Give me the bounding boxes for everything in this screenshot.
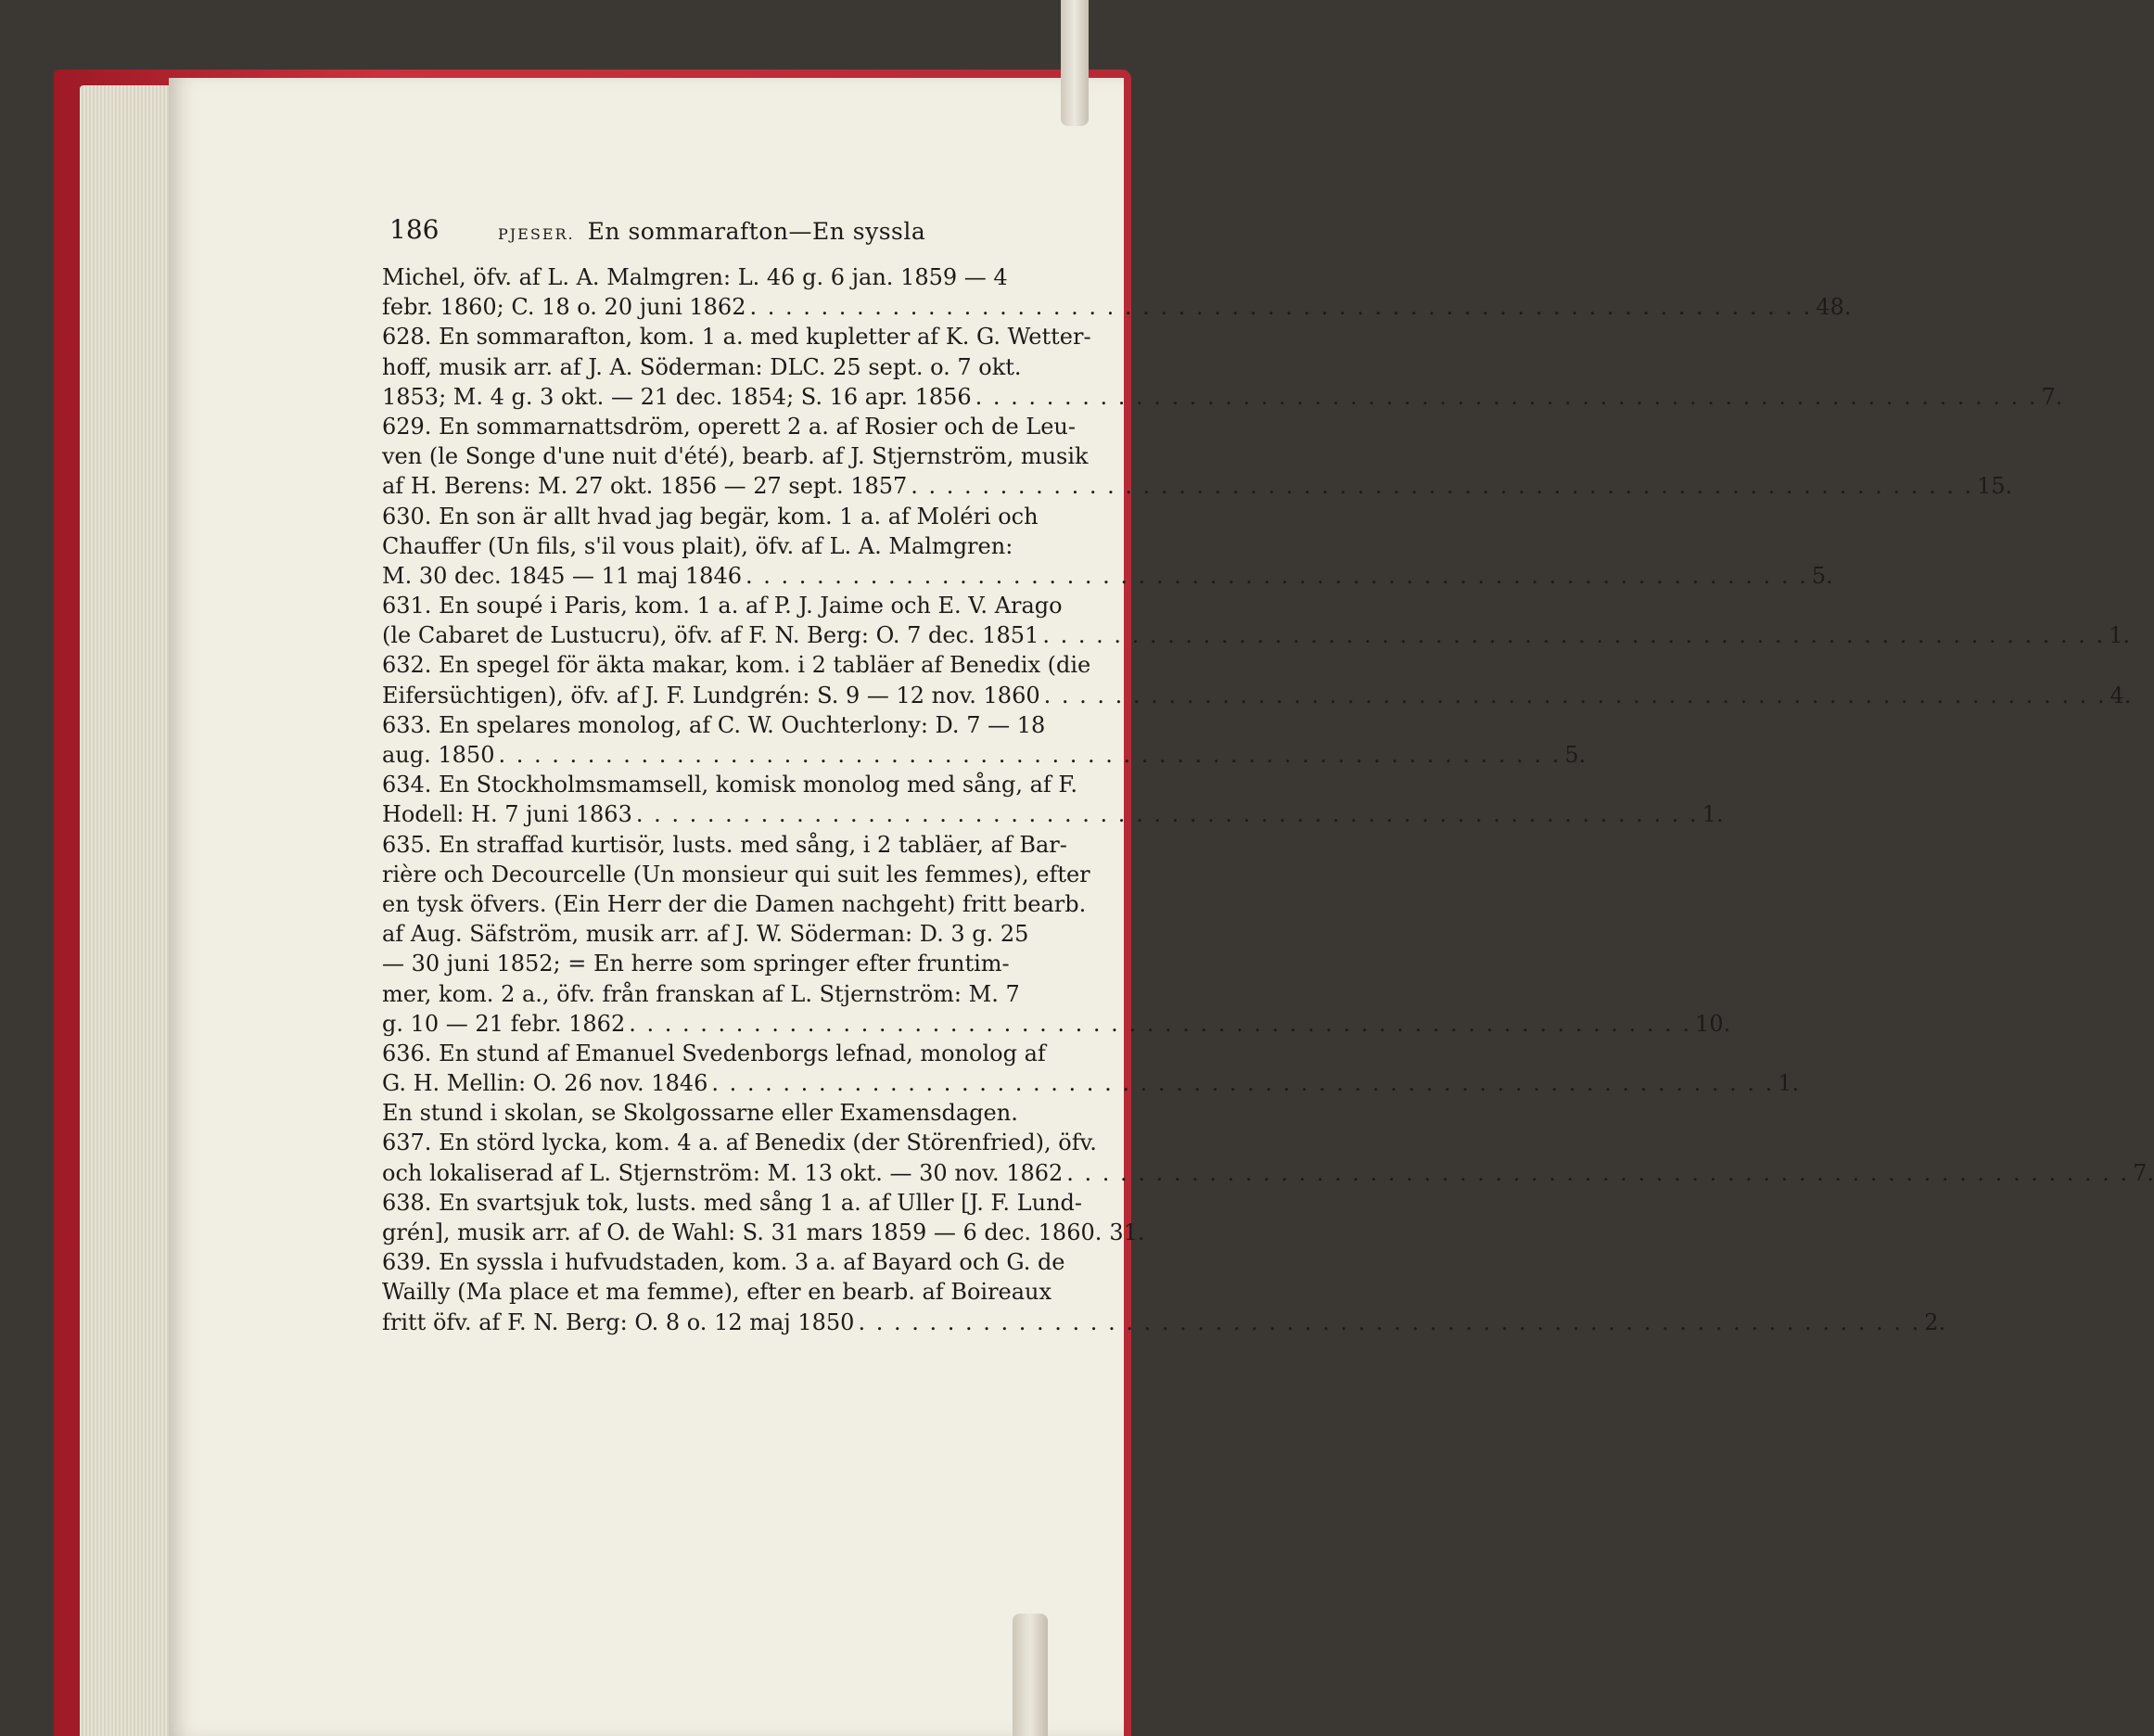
entry-line xyxy=(382,382,2063,412)
entry-line xyxy=(382,292,1852,322)
entry-line-text: Chauffer (Un fils, s'il vous plait), öfv. af L. A. Malmgren: xyxy=(382,532,1013,559)
entry-line xyxy=(382,441,1096,471)
entry-line-text: 638. En svartsjuk tok, lusts. med sång 1 a. af Uller [J. F. Lund- xyxy=(382,1189,1082,1216)
entry-line xyxy=(382,1308,1946,1337)
entry-line xyxy=(382,979,1096,1009)
entry-line xyxy=(382,1039,1096,1068)
entry-line xyxy=(382,919,1096,949)
entry-line-text: 634. En Stockholmsmamsell, komisk monolog med sång, af F. xyxy=(382,772,1077,798)
catalog-entry xyxy=(382,1039,1800,1098)
entry-line-text: 632. En spegel för äkta makar, kom. i 2 tabläer af Benedix (die xyxy=(382,652,1091,679)
entry-line-text: af Aug. Säfström, musik arr. af J. W. Söderman: D. 3 g. 25 xyxy=(382,921,1029,948)
entry-line-text: Hodell: H. 7 juni 1863 xyxy=(382,801,632,828)
performance-count: 7. xyxy=(2041,383,2063,410)
performance-count: 31. xyxy=(1109,1219,1145,1245)
entry-line xyxy=(382,1068,1800,1098)
entry-line-text: 628. En sommarafton, kom. 1 a. med kupletter af K. G. Wetter- xyxy=(382,324,1091,351)
entry-line-text: Eifersüchtigen), öfv. af J. F. Lundgrén: S. 9 — 12 nov. 1860 xyxy=(382,682,1040,708)
catalog-entry xyxy=(382,262,1852,322)
catalog-entry xyxy=(382,1247,1946,1337)
entry-line-text: febr. 1860; C. 18 o. 20 juni 1862 xyxy=(382,294,746,321)
entry-line-text: fritt öfv. af F. N. Berg: O. 8 o. 12 maj 1850 xyxy=(382,1308,855,1335)
catalog-entry xyxy=(382,502,1833,592)
performance-count: 1. xyxy=(1702,801,1724,828)
entry-line xyxy=(382,1218,1145,1247)
dot-leader xyxy=(858,1308,1920,1337)
entry-line-text: 631. En soupé i Paris, kom. 1 a. af P. J. Jaime och E. V. Arago xyxy=(382,593,1063,619)
entry-line xyxy=(382,1188,1096,1218)
page-text xyxy=(382,214,2154,1337)
entry-line xyxy=(382,1128,1096,1157)
page-header xyxy=(382,214,1096,251)
section-label: PJESER. xyxy=(498,225,575,243)
dot-leader xyxy=(498,740,1561,770)
performance-count: 1. xyxy=(1778,1070,1800,1097)
entry-line-text: (le Cabaret de Lustucru), öfv. af F. N. Berg: O. 7 dec. 1851 xyxy=(382,622,1039,649)
entry-line-text: Wailly (Ma place et ma femme), efter en bearb. af Boireaux xyxy=(382,1279,1052,1306)
entry-line-text: hoff, musik arr. af J. A. Söderman: DLC. 25 sept. o. 7 okt. xyxy=(382,353,1022,380)
entry-line-text: 635. En straffad kurtisör, lusts. med sång, i 2 tabläer, af Bar- xyxy=(382,831,1067,858)
entry-line-text: 1853; M. 4 g. 3 okt. — 21 dec. 1854; S. 16 apr. 1856 xyxy=(382,383,972,410)
catalog-entry xyxy=(382,650,2132,709)
dot-leader xyxy=(711,1068,1774,1098)
performance-count: 1. xyxy=(2109,622,2131,649)
entry-line xyxy=(382,591,1096,620)
performance-count: 5. xyxy=(1564,742,1587,768)
entry-line-text: Michel, öfv. af L. A. Malmgren: L. 46 g. 6 jan. 1859 — 4 xyxy=(382,264,1008,290)
entry-line xyxy=(382,531,1096,561)
performance-count: 10. xyxy=(1695,1010,1731,1037)
entry-line xyxy=(382,262,1096,292)
dot-leader xyxy=(636,799,1699,829)
dot-leader xyxy=(975,382,2038,412)
entry-line xyxy=(382,502,1096,531)
entry-line-text: rière och Decourcelle (Un monsieur qui suit les femmes), efter xyxy=(382,861,1090,887)
entry-line xyxy=(382,949,1096,978)
entry-line xyxy=(382,681,2132,710)
entry-line xyxy=(382,860,1096,889)
entry-line xyxy=(382,1247,1096,1277)
entry-line-text: M. 30 dec. 1845 — 11 maj 1846 xyxy=(382,562,742,589)
dot-leader xyxy=(1044,681,2107,710)
entry-line-text: 636. En stund af Emanuel Svedenborgs lefnad, monolog af xyxy=(382,1040,1046,1066)
entry-line xyxy=(382,740,1587,770)
entry-line xyxy=(382,1009,1731,1039)
performance-count: 2. xyxy=(1924,1308,1946,1335)
entry-line xyxy=(382,1277,1096,1307)
entry-line-text: — 30 juni 1852; = En herre som springer efter fruntim- xyxy=(382,951,1010,977)
entry-line-text: aug. 1850 xyxy=(382,742,495,768)
performance-count: 15. xyxy=(1977,473,2013,500)
entry-line xyxy=(382,1098,1096,1128)
entry-line xyxy=(382,650,1096,680)
bookmark-ribbon-bottom xyxy=(1013,1614,1048,1736)
entry-line-text: 639. En syssla i hufvudstaden, kom. 3 a. af Bayard och G. de xyxy=(382,1249,1065,1276)
entry-line-text: en tysk öfvers. (Ein Herr der die Damen nachgeht) fritt bearb. xyxy=(382,890,1087,917)
catalog-entry xyxy=(382,830,1731,1039)
entry-line-text: af H. Berens: M. 27 okt. 1856 — 27 sept. 1857 xyxy=(382,473,908,500)
entry-line xyxy=(382,1158,2154,1188)
entry-line xyxy=(382,322,1096,351)
running-head xyxy=(498,218,925,245)
dot-leader xyxy=(746,561,1808,591)
entry-line-text: En stund i skolan, se Skolgossarne eller Examensdagen. xyxy=(382,1100,1018,1127)
entry-line-text: g. 10 — 21 febr. 1862 xyxy=(382,1010,626,1037)
dot-leader xyxy=(629,1009,1691,1039)
entry-line-text: 637. En störd lycka, kom. 4 a. af Benedix (der Störenfried), öfv. xyxy=(382,1130,1097,1156)
entry-line-text: grén], musik arr. af O. de Wahl: S. 31 mars 1859 — 6 dec. 1860. xyxy=(382,1219,1102,1245)
catalog-entry xyxy=(382,322,2063,412)
entry-line xyxy=(382,799,1724,829)
catalog-entry xyxy=(382,1128,2154,1187)
catalog-entry xyxy=(382,412,2013,502)
entry-line xyxy=(382,471,2013,501)
entry-list xyxy=(382,262,2154,1337)
performance-count: 5. xyxy=(1811,562,1833,589)
performance-count: 4. xyxy=(2109,682,2132,708)
entry-line xyxy=(382,561,1833,591)
entry-line-text: 630. En son är allt hvad jag begär, kom. 1 a. af Moléri och xyxy=(382,503,1039,530)
dot-leader xyxy=(911,471,1973,501)
entry-line xyxy=(382,770,1096,799)
entry-line xyxy=(382,352,1096,382)
entry-line-text: och lokaliserad af L. Stjernström: M. 13 okt. — 30 nov. 1862 xyxy=(382,1159,1064,1186)
catalog-entry xyxy=(382,770,1724,829)
bookmark-ribbon-top xyxy=(1061,0,1089,126)
entry-line-text: ven (le Songe d'une nuit d'été), bearb. af J. Stjernström, musik xyxy=(382,443,1089,470)
entry-line-text: G. H. Mellin: O. 26 nov. 1846 xyxy=(382,1070,708,1097)
entry-line-text: 629. En sommarnattsdröm, operett 2 a. af Rosier och de Leu- xyxy=(382,413,1076,440)
entry-line xyxy=(382,830,1096,860)
page-number: 186 xyxy=(389,214,440,245)
catalog-entry xyxy=(382,1098,1096,1128)
catalog-entry xyxy=(382,591,2131,650)
entry-line xyxy=(382,412,1096,441)
catalog-entry xyxy=(382,1188,1145,1247)
dot-leader xyxy=(1042,620,2105,650)
entry-line-text: 633. En spelares monolog, af C. W. Ouchterlony: D. 7 — 18 xyxy=(382,711,1046,738)
dot-leader xyxy=(749,292,1812,322)
entry-line-text: mer, kom. 2 a., öfv. från franskan af L. Stjernström: M. 7 xyxy=(382,980,1020,1007)
running-title: En sommarafton—En syssla xyxy=(587,218,926,245)
entry-line xyxy=(382,889,1096,919)
entry-line xyxy=(382,710,1096,740)
dot-leader xyxy=(1066,1158,2129,1188)
performance-count: 7. xyxy=(2133,1159,2154,1186)
catalog-entry xyxy=(382,710,1587,770)
entry-line xyxy=(382,620,2131,650)
performance-count: 48. xyxy=(1816,294,1852,321)
